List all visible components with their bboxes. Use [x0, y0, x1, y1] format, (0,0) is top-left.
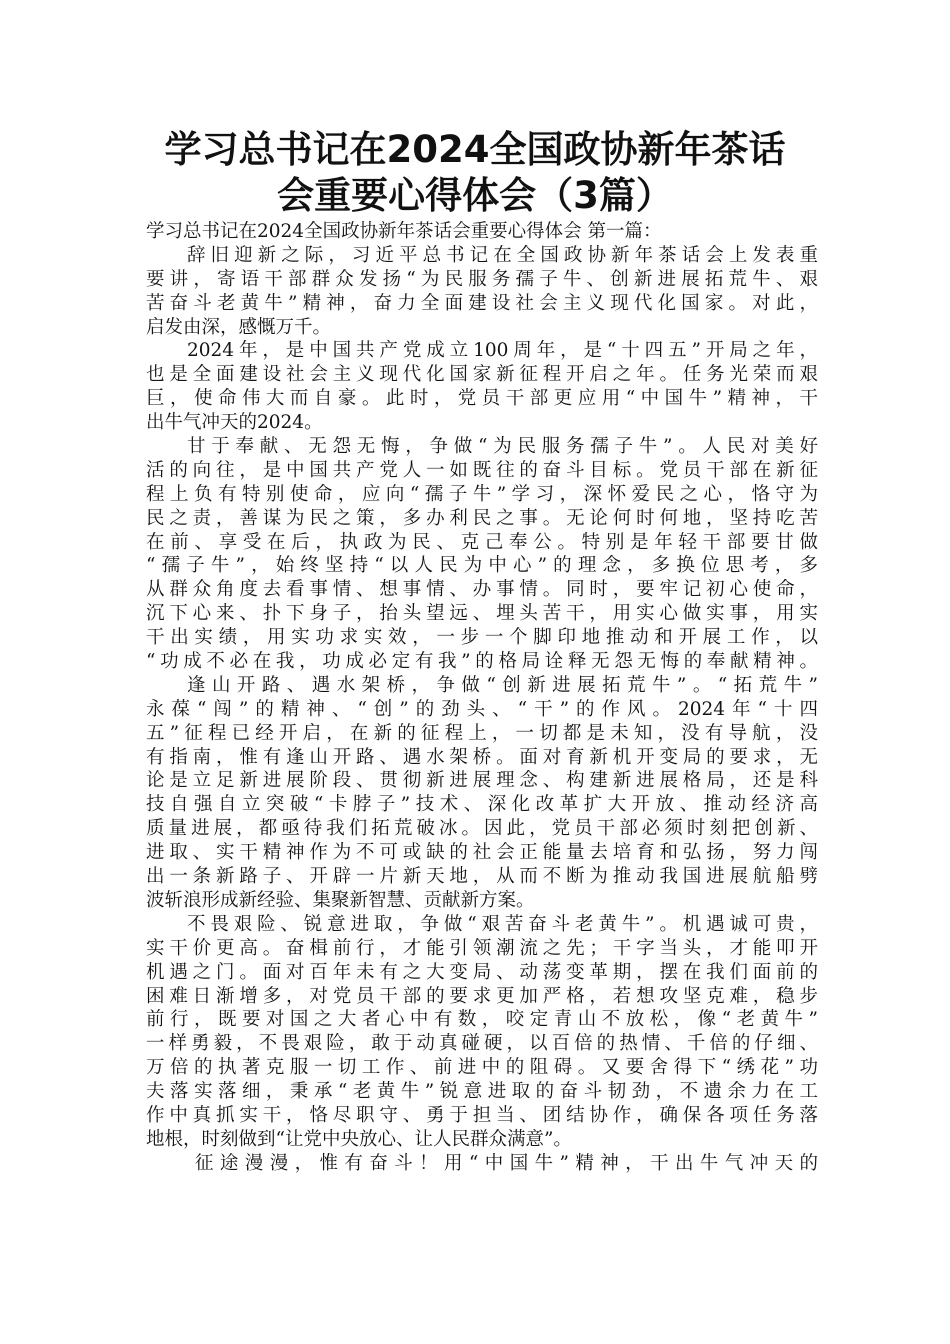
paragraph-line: 技自强自立突破“卡脖子”技术、深化改革扩大开放、推动经济高	[146, 794, 818, 816]
paragraph-line: 永葆“闯”的精神、“创”的劲头、“干”的作风。2024年“十四	[146, 698, 818, 720]
paragraph-line: 从群众角度去看事情、想事情、办事情。同时，要牢记初心使命，	[146, 579, 818, 601]
paragraph-line: 实干价更高。奋楫前行，才能引领潮流之先；干字当头，才能叩开	[146, 937, 818, 959]
paragraph-line: “功成不必在我，功成必定有我”的格局诠释无怨无悔的奉献精神。	[146, 651, 818, 673]
paragraph-line: 波斩浪形成新经验、集聚新智慧、贡献新方案。	[146, 889, 535, 911]
document-body	[146, 220, 818, 1176]
paragraph-line: 作中真抓实干，恪尽职守、勇于担当、团结协作，确保各项任务落	[146, 1104, 818, 1126]
document-title-line-2: 会重要心得体会（3篇）	[277, 174, 673, 217]
paragraph-line: 不畏艰险、锐意进取，争做“艰苦奋斗老黄牛”。机遇诚可贵，	[187, 913, 818, 935]
paragraph-line: 出牛气冲天的2024。	[146, 412, 323, 434]
paragraph-line: 苦奋斗老黄牛”精神，奋力全面建设社会主义现代化国家。对此，	[146, 292, 818, 314]
section-heading: 学习总书记在2024全国政协新年茶话会重要心得体会 第一篇：	[146, 221, 662, 242]
paragraph-line: 五”征程已经开启，在新的征程上，一切都是未知，没有导航，没	[146, 722, 818, 744]
paragraph-line: 干出实绩，用实功求实效，一步一个脚印地推动和开展工作，以	[146, 627, 818, 649]
paragraph-line: 沉下心来、扑下身子，抬头望远、埋头苦干，用实心做实事，用实	[146, 603, 818, 625]
paragraph-line: 有指南，惟有逢山开路、遇水架桥。面对育新机开变局的要求，无	[146, 746, 818, 768]
paragraph-line: 2024年，是中国共产党成立100周年，是“十四五”开局之年，	[187, 340, 818, 362]
paragraph-line: 机遇之门。面对百年未有之大变局、动荡变革期，摆在我们面前的	[146, 961, 818, 983]
paragraph-line: 论是立足新进展阶段、贯彻新进展理念、构建新进展格局，还是科	[146, 770, 818, 792]
paragraph-line: 甘于奉献、无怨无悔，争做“为民服务孺子牛”。人民对美好	[187, 436, 818, 458]
document-title-line-1: 学习总书记在2024全国政协新年茶话	[164, 128, 786, 171]
paragraph-line: 出一条新路子、开辟一片新天地，从而不断为推动我国进展航船劈	[146, 866, 818, 888]
paragraph-line: “孺子牛”，始终坚持“以人民为中心”的理念，多换位思考，多	[146, 555, 818, 577]
paragraph-line: 辞旧迎新之际，习近平总书记在全国政协新年茶话会上发表重	[187, 244, 818, 266]
paragraph-line: 巨，使命伟大而自豪。此时，党员干部更应用“中国牛”精神，干	[146, 388, 818, 410]
paragraph-line: 要讲，寄语干部群众发扬“为民服务孺子牛、创新进展拓荒牛、艰	[146, 268, 818, 290]
paragraph-line: 夫落实落细，秉承“老黄牛”锐意进取的奋斗韧劲，不遗余力在工	[146, 1081, 818, 1103]
paragraph-line: 前行，既要对国之大者心中有数，咬定青山不放松，像“老黄牛”	[146, 1009, 818, 1031]
paragraph-line: 也是全面建设社会主义现代化国家新征程开启之年。任务光荣而艰	[146, 364, 818, 386]
paragraph-line: 程上负有特别使命，应向“孺子牛”学习，深怀爱民之心，恪守为	[146, 483, 818, 505]
paragraph-line: 在前、享受在后，执政为民、克己奉公。特别是年轻干部要甘做	[146, 531, 818, 553]
paragraph-line: 一样勇毅，不畏艰险，敢于动真碰硬，以百倍的热情、千倍的仔细、	[146, 1033, 818, 1055]
paragraph-line: 活的向往，是中国共产党人一如既往的奋斗目标。党员干部在新征	[146, 459, 818, 481]
paragraph-line: 逢山开路、遇水架桥，争做“创新进展拓荒牛”。“拓荒牛”	[187, 674, 818, 696]
paragraph-line: 困难日渐增多，对党员干部的要求更加严格，若想攻坚克难，稳步	[146, 985, 818, 1007]
paragraph-line: 万倍的执著克服一切工作、前进中的阻碍。又要舍得下“绣花”功	[146, 1057, 818, 1079]
paragraph-line: 征途漫漫，惟有奋斗！用“中国牛”精神，干出牛气冲天的	[195, 1152, 818, 1174]
paragraph-line: 进取、实干精神作为不可或缺的社会正能量去培育和弘扬，努力闯	[146, 842, 818, 864]
paragraph-line: 地根，时刻做到“让党中央放心、让人民群众满意”。	[146, 1128, 572, 1150]
paragraph-line: 启发由深，感慨万千。	[146, 316, 332, 338]
paragraph-line: 民之责，善谋为民之策，多办利民之事。无论何时何地，坚持吃苦	[146, 507, 818, 529]
paragraph-line: 质量进展，都亟待我们拓荒破冰。因此，党员干部必须时刻把创新、	[146, 818, 818, 840]
